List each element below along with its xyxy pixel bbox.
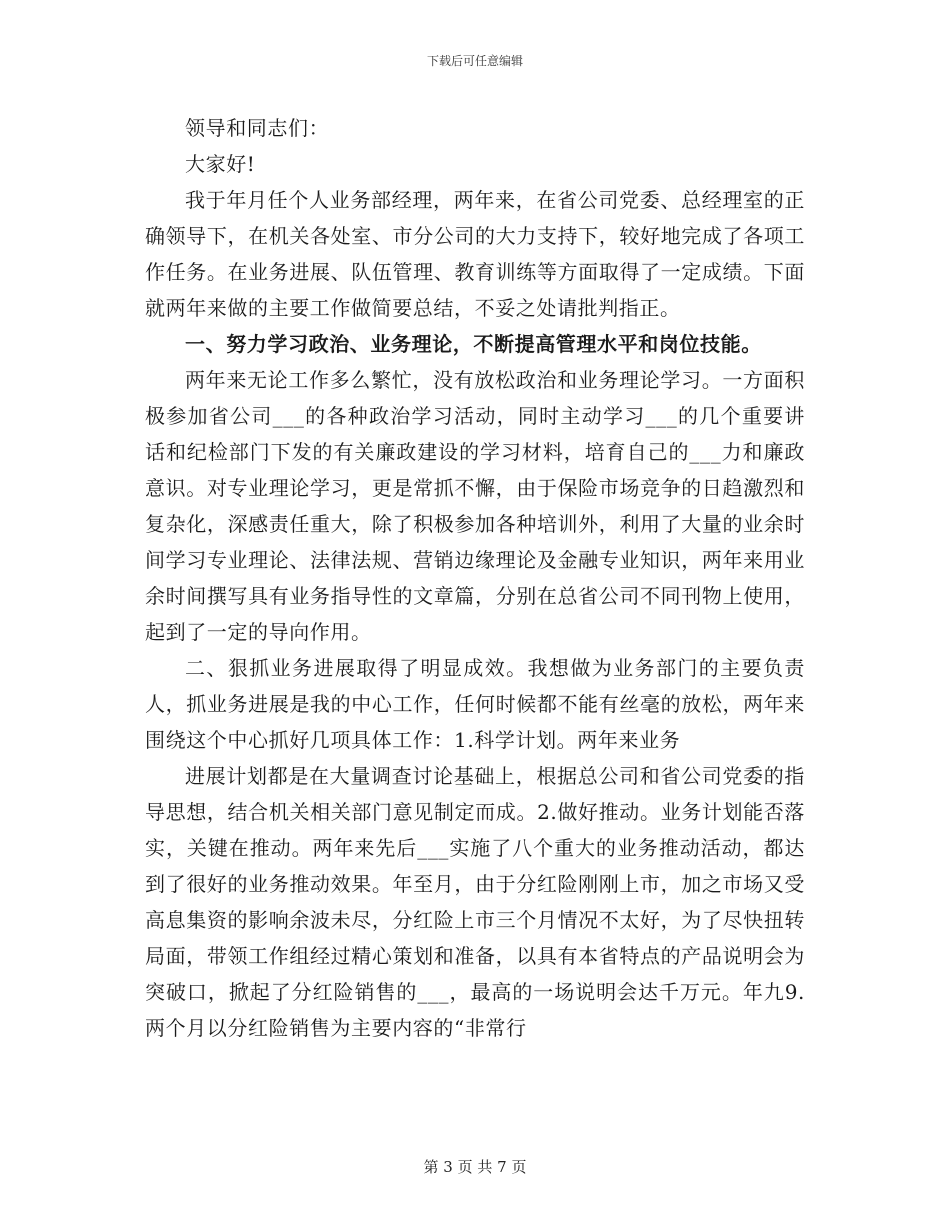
intro-paragraph: 我于年月任个人业务部经理，两年来，在省公司党委、总经理室的正确领导下，在机关各处室、市分公司的大力支持下，较好地完成了各项工作任务。在业务进展、队伍管理、教育训练等方面取得了一定成绩。下面就两年来做的主要工作做简要总结，不妥之处请批判指正。 [145, 188, 805, 320]
continuation-paragraph: 进展计划都是在大量调查讨论基础上，根据总公司和省公司党委的指导思想，结合机关相关部门意见制定而成。2.做好推动。业务计划能否落实，关键在推动。两年来先后___实施了八个重大的业务推动活动，都达到了很好的业务推动效果。年至月，由于分红险刚刚上市，加之市场又受高息集资的影响余波未尽，分红险上市三个月情况不太好，为了尽快扭转局面，带领工作组经过精心策划和准备，以具有本省特点的产品说明会为突破口，掀起了分红险销售的___，最高的一场说明会达千万元。年九9.两个月以分红险销售为主要内容的“非常行 [145, 764, 805, 1040]
section-heading-1: 一、努力学习政治、业务理论，不断提高管理水平和岗位技能。 [185, 332, 762, 356]
page-footer: 第 3 页 共 7 页 [423, 1158, 527, 1176]
salutation: 领导和同志们： [185, 116, 330, 140]
greeting: 大家好! [185, 152, 256, 176]
page-header: 下载后可任意编辑 [426, 54, 523, 68]
section-2-paragraph: 二、狠抓业务进展取得了明显成效。我想做为业务部门的主要负责人，抓业务进展是我的中心工作，任何时候都不能有丝毫的放松，两年来围绕这个中心抓好几项具体工作：1.科学计划。两年来业务 [145, 656, 805, 752]
section-1-paragraph: 两年来无论工作多么繁忙，没有放松政治和业务理论学习。一方面积极参加省公司___的各种政治学习活动，同时主动学习___的几个重要讲话和纪检部门下发的有关廉政建设的学习材料，培育自己的___力和廉政意识。对专业理论学习，更是常抓不懈，由于保险市场竞争的日趋激烈和复杂化，深感责任重大，除了积极参加各种培训外，利用了大量的业余时间学习专业理论、法律法规、营销边缘理论及金融专业知识，两年来用业余时间撰写具有业务指导性的文章篇，分别在总省公司不同刊物上使用，起到了一定的导向作用。 [145, 368, 805, 644]
document-body [145, 110, 805, 1046]
